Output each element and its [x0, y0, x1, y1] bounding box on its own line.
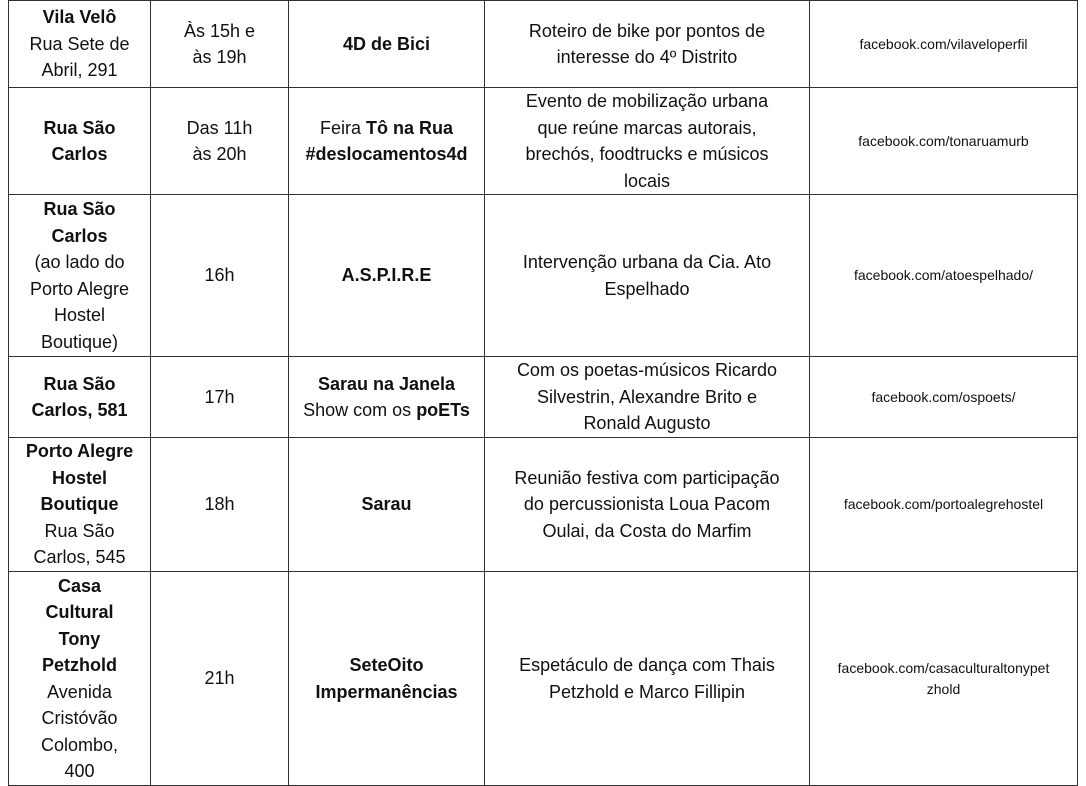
- event-cell: [289, 572, 485, 786]
- description-line: Ronald Augusto: [583, 413, 711, 434]
- table-row: [9, 195, 1078, 357]
- description-line: Intervenção urbana da Cia. Ato: [522, 252, 772, 272]
- place-cell: [9, 1, 151, 88]
- place-line: Avenida: [47, 681, 112, 702]
- place-line: Carlos: [51, 144, 108, 164]
- event-cell: [289, 1, 485, 88]
- schedule-container: [8, 0, 1078, 786]
- description-line: Silvestrin, Alexandre Brito e: [536, 386, 758, 407]
- event-text: Show com os: [303, 400, 417, 420]
- place-line: Petzhold: [42, 655, 117, 675]
- time-line: às 20h: [192, 144, 247, 164]
- place-cell: [9, 357, 151, 438]
- place-line: Casa: [57, 575, 102, 596]
- place-line: Vila Velô: [42, 7, 117, 28]
- description-cell: [485, 357, 810, 438]
- facebook-link-cell[interactable]: [810, 1, 1078, 88]
- place-line: Hostel: [53, 305, 106, 325]
- event-line: [295, 397, 478, 424]
- event-line: [295, 115, 478, 142]
- description-cell: [485, 1, 810, 88]
- facebook-link[interactable]: facebook.com/vilaveloperfil: [859, 35, 1028, 52]
- time-line: às 19h: [192, 47, 247, 67]
- facebook-link[interactable]: facebook.com/atoespelhado/: [853, 267, 1033, 283]
- event-cell: [289, 438, 485, 572]
- description-line: Petzhold e Marco Fillipin: [548, 681, 746, 702]
- time-line: Das 11h: [186, 117, 253, 138]
- place-line: Hostel: [51, 467, 107, 488]
- description-line: interesse do 4º Distrito: [556, 47, 738, 67]
- event-line: Sarau na Janela: [317, 373, 456, 394]
- place-line: Cristóvão: [41, 708, 118, 728]
- table-row: [9, 438, 1078, 572]
- time-line: 18h: [204, 494, 235, 515]
- place-line: Rua São: [44, 520, 115, 541]
- facebook-link-cell[interactable]: [810, 572, 1078, 786]
- description-line: Espetáculo de dança com Thais: [519, 655, 775, 675]
- event-line: #deslocamentos4d: [305, 144, 468, 164]
- facebook-link[interactable]: facebook.com/casaculturaltonypet: [837, 659, 1050, 676]
- place-cell: [9, 195, 151, 357]
- table-row: [9, 1, 1078, 88]
- place-line: Colombo,: [40, 734, 119, 755]
- description-line: que reúne marcas autorais,: [537, 117, 757, 138]
- time-cell: [151, 357, 289, 438]
- description-line: Oulai, da Costa do Marfim: [542, 520, 752, 541]
- description-line: locais: [623, 170, 671, 191]
- facebook-link-cell[interactable]: [810, 88, 1078, 195]
- description-line: Evento de mobilização urbana: [525, 91, 769, 111]
- description-line: brechós, foodtrucks e músicos: [525, 144, 769, 164]
- event-text: Feira: [319, 117, 366, 138]
- event-text: poETs: [416, 400, 470, 420]
- time-line: 17h: [204, 386, 235, 407]
- place-line: Rua São: [43, 373, 116, 394]
- facebook-link-cell[interactable]: [810, 357, 1078, 438]
- place-cell: [9, 572, 151, 786]
- time-cell: [151, 88, 289, 195]
- event-line: 4D de Bici: [342, 33, 431, 54]
- facebook-link-cell[interactable]: [810, 438, 1078, 572]
- table-row: [9, 572, 1078, 786]
- facebook-link[interactable]: facebook.com/portoalegrehostel: [843, 496, 1044, 512]
- event-schedule-table: [8, 0, 1078, 786]
- description-line: Reunião festiva com participação: [514, 467, 780, 488]
- description-cell: [485, 438, 810, 572]
- time-cell: [151, 1, 289, 88]
- place-line: Carlos, 545: [33, 547, 126, 568]
- facebook-link[interactable]: facebook.com/ospoets/: [871, 388, 1016, 405]
- place-cell: [9, 88, 151, 195]
- description-line: Com os poetas-músicos Ricardo: [516, 360, 778, 381]
- event-cell: [289, 195, 485, 357]
- place-line: Boutique: [40, 494, 119, 515]
- place-line: Abril, 291: [41, 60, 118, 81]
- table-row: [9, 88, 1078, 195]
- time-cell: [151, 438, 289, 572]
- facebook-link[interactable]: facebook.com/tonaruamurb: [858, 132, 1029, 149]
- place-line: Tony: [58, 628, 101, 649]
- place-line: Boutique): [40, 331, 119, 352]
- event-line: Sarau: [361, 494, 412, 515]
- event-line: SeteOito: [349, 655, 424, 675]
- place-line: Cultural: [45, 602, 114, 622]
- place-line: Porto Alegre: [29, 278, 130, 299]
- time-cell: [151, 572, 289, 786]
- place-line: Rua Sete de: [29, 33, 130, 54]
- time-line: 16h: [204, 265, 235, 286]
- time-line: 21h: [204, 668, 235, 689]
- event-text: Tô na Rua: [366, 117, 454, 138]
- description-cell: [485, 88, 810, 195]
- description-line: Espelhado: [604, 278, 690, 299]
- time-line: Às 15h e: [183, 20, 256, 41]
- description-line: Roteiro de bike por pontos de: [528, 20, 766, 41]
- event-cell: [289, 88, 485, 195]
- facebook-link[interactable]: zhold: [926, 680, 961, 697]
- table-row: [9, 357, 1078, 438]
- description-cell: [485, 572, 810, 786]
- event-line: Impermanências: [315, 681, 458, 702]
- place-line: 400: [64, 761, 95, 781]
- place-line: (ao lado do: [34, 252, 125, 272]
- place-line: Rua São: [43, 117, 116, 138]
- description-line: do percussionista Loua Pacom: [523, 494, 771, 515]
- place-line: Carlos, 581: [31, 400, 128, 420]
- facebook-link-cell[interactable]: [810, 195, 1078, 357]
- event-line: A.S.P.I.R.E: [341, 265, 432, 286]
- event-cell: [289, 357, 485, 438]
- description-cell: [485, 195, 810, 357]
- place-line: Porto Alegre: [25, 441, 134, 462]
- place-line: Carlos: [51, 225, 108, 246]
- place-line: Rua São: [43, 199, 116, 219]
- place-cell: [9, 438, 151, 572]
- time-cell: [151, 195, 289, 357]
